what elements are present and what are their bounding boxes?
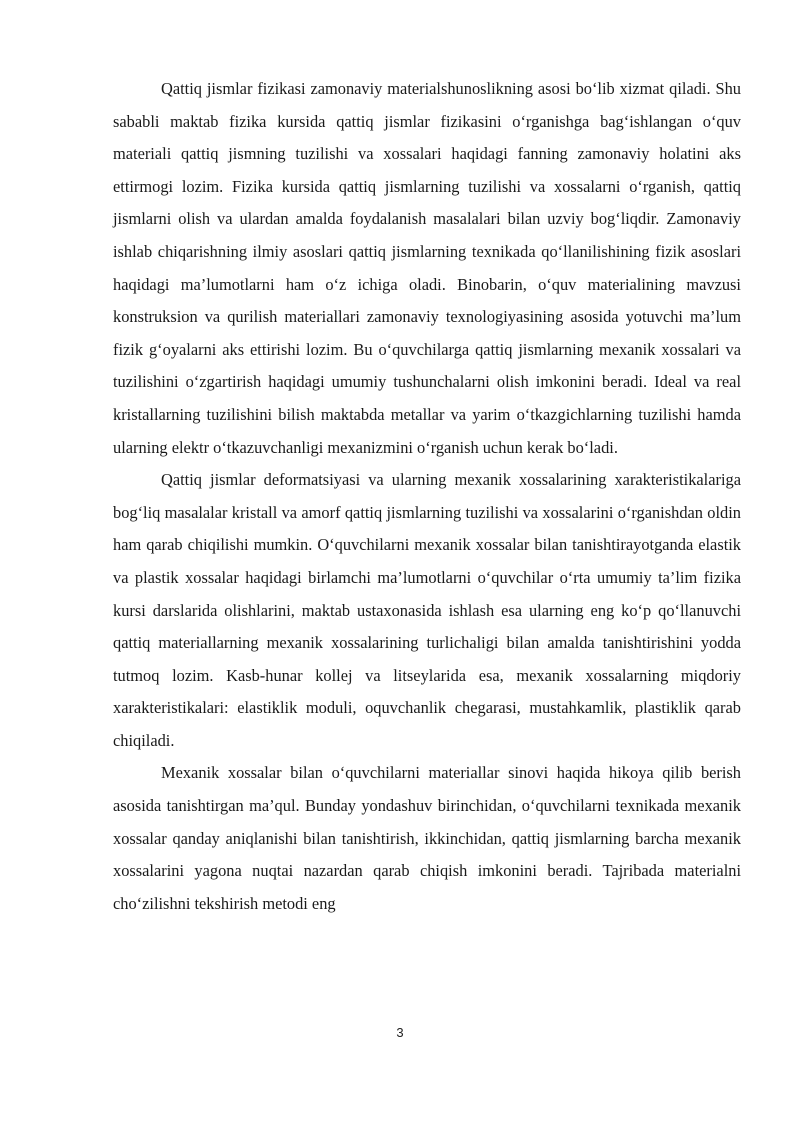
paragraph-1: Qattiq jismlar fizikasi zamonaviy materialshunoslikning asosi bo‘lib xizmat qiladi. Shu sababli maktab fizika kursida qattiq jismlar fizikasini o‘rganishga bag‘ishlangan o‘quv materiali qattiq jismning tuzilishi va xossalari haqidagi fanning zamonaviy holatini aks ettirmogi lozim. Fizika kursida qattiq jismlarning tuzilishi va xossalarni o‘rganish, qattiq jismlarni olish va ulardan amalda foydalanish masalalari bilan uzviy bog‘liqdir. Zamonaviy ishlab chiqarishning ilmiy asoslari qattiq jismlarning texnikada qo‘llanilishining fizik asoslari haqidagi ma’lumotlarni ham o‘z ichiga oladi. Binobarin, o‘quv materialining mavzusi konstruksion va qurilish materiallari zamonaviy texnologiyasining asosida yotuvchi ma’lum fizik g‘oyalarni aks ettirishi lozim. Bu o‘quvchilarga qattiq jismlarning mexanik xossalari va tuzilishini o‘zgartirish haqidagi umumiy tushunchalarni olish imkonini beradi. Ideal va real kristallarning tuzilishini bilish maktabda metallar va yarim o‘tkazgichlarning tuzilishi hamda ularning elektr o‘tkazuvchanligi mexanizmini o‘rganish uchun kerak bo‘ladi. [113, 79, 741, 457]
paragraph-3: Mexanik xossalar bilan o‘quvchilarni materiallar sinovi haqida hikoya qilib berish asosida tanishtirgan ma’qul. Bunday yondashuv birinchidan, o‘quvchilarni texnikada mexanik xossalar qanday aniqlanishi bilan tanishtirish, ikkinchidan, qattiq jismlarning barcha mexanik xossalarini yagona nuqtai nazardan qarab chiqish imkonini beradi. Tajribada materialni cho‘zilishni tekshirish metodi eng [113, 763, 741, 913]
page-number: 3 [396, 1025, 404, 1040]
body-text [113, 73, 741, 920]
paragraph-2: Qattiq jismlar deformatsiyasi va ularning mexanik xossalarining xarakteristikalariga bog‘liq masalalar kristall va amorf qattiq jismlarning tuzilishi va xossalarini o‘rganishdan oldin ham qarab chiqilishi mumkin. O‘quvchilarni mexanik xossalar bilan tanishtirayotganda elastik va plastik xossalar haqidagi birlamchi ma’lumotlarni o‘quvchilar o‘rta umumiy ta’lim fizika kursi darslarida olishlarini, maktab ustaxonasida ishlash esa ularning eng ko‘p qo‘llanuvchi qattiq materiallarning mexanik xossalarining turlichaligi bilan amalda tanishtirishini yodda tutmoq lozim. Kasb-hunar kollej va litseylarida esa, mexanik xossalarning miqdoriy xarakteristikalari: elastiklik moduli, oquvchanlik chegarasi, mustahkamlik, plastiklik qarab chiqiladi. [113, 470, 741, 750]
